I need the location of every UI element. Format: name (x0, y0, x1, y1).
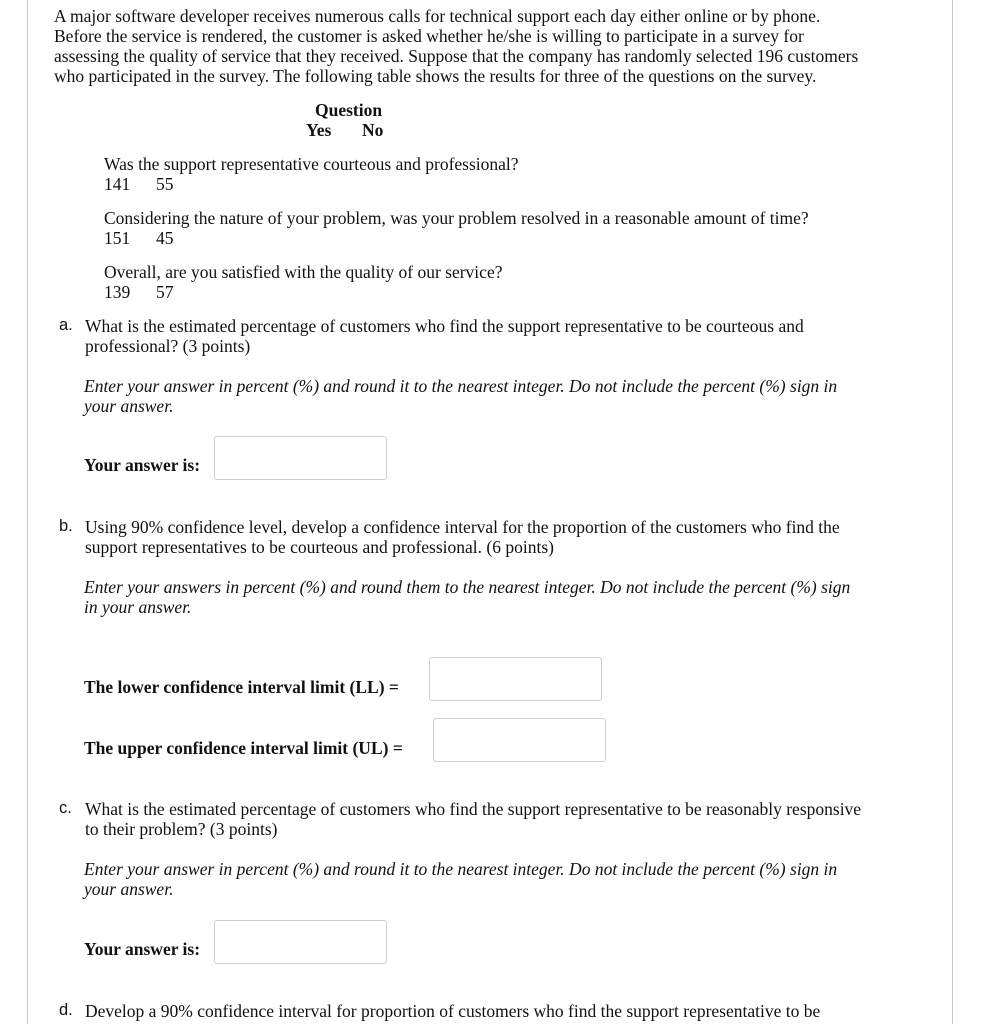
part-d-letter: d. (59, 1001, 73, 1019)
part-c-answer-label: Your answer is: (84, 939, 201, 959)
table-row-no: 55 (156, 174, 174, 194)
table-row-yes: 151 (104, 228, 131, 248)
part-b-ll-label: The lower confidence interval limit (LL) = (84, 677, 399, 697)
part-b-ll-input[interactable] (429, 657, 602, 701)
table-row-yes: 141 (104, 174, 131, 194)
part-c-letter: c. (59, 799, 72, 817)
intro-line: who participated in the survey. The following table shows the results for three of the questions on the survey. (54, 66, 817, 86)
part-c-instructions: Enter your answer in percent (%) and round it to the nearest integer. Do not include the percent (%) sign in (84, 859, 838, 879)
table-row-question: Was the support representative courteous and professional? (104, 154, 519, 174)
part-a-question: What is the estimated percentage of customers who find the support representative to be courteous and (85, 316, 804, 336)
part-b-ul-input[interactable] (433, 718, 606, 762)
part-a-answer-input[interactable] (214, 436, 387, 480)
intro-paragraph (54, 6, 934, 86)
table-row-no: 45 (156, 228, 174, 248)
part-b-instructions: Enter your answers in percent (%) and round them to the nearest integer. Do not include the percent (%) sign (84, 577, 851, 597)
table-row-question: Overall, are you satisfied with the quality of our service? (104, 262, 503, 282)
table-row-question: Considering the nature of your problem, was your problem resolved in a reasonable amount of time? (104, 208, 809, 228)
part-d-question: Develop a 90% confidence interval for proportion of customers who find the support representative to be (85, 1001, 821, 1021)
table-header-question: Question (315, 100, 383, 120)
table-row-yes: 139 (104, 282, 131, 302)
part-a-letter: a. (59, 316, 73, 334)
part-b-question-cont: support representatives to be courteous and professional. (6 points) (85, 537, 554, 557)
part-b-letter: b. (59, 517, 73, 535)
intro-line: A major software developer receives numerous calls for technical support each day either online or by phone. (54, 6, 821, 26)
part-c-question: What is the estimated percentage of customers who find the support representative to be reasonably responsive (85, 799, 862, 819)
part-b-ul-label: The upper confidence interval limit (UL) = (84, 738, 403, 758)
part-c-question-cont: to their problem? (3 points) (85, 819, 278, 839)
table-row-no: 57 (156, 282, 174, 302)
part-c-answer-input[interactable] (214, 920, 387, 964)
part-a-answer-label: Your answer is: (84, 455, 201, 475)
part-b-question: Using 90% confidence level, develop a confidence interval for the proportion of the customers who find the (85, 517, 840, 537)
part-b-instructions-cont: in your answer. (84, 597, 192, 617)
table-header-no: No (362, 120, 384, 140)
intro-line: Before the service is rendered, the customer is asked whether he/she is willing to participate in a survey for (54, 26, 804, 46)
part-a-question-cont: professional? (3 points) (85, 336, 251, 356)
table-header-yes: Yes (306, 120, 332, 140)
intro-line: assessing the quality of service that they received. Suppose that the company has randomly selected 196 customers (54, 46, 859, 66)
part-a-instructions: Enter your answer in percent (%) and round it to the nearest integer. Do not include the percent (%) sign in (84, 376, 838, 396)
part-c-instructions-cont: your answer. (84, 879, 174, 899)
part-a-instructions-cont: your answer. (84, 396, 174, 416)
